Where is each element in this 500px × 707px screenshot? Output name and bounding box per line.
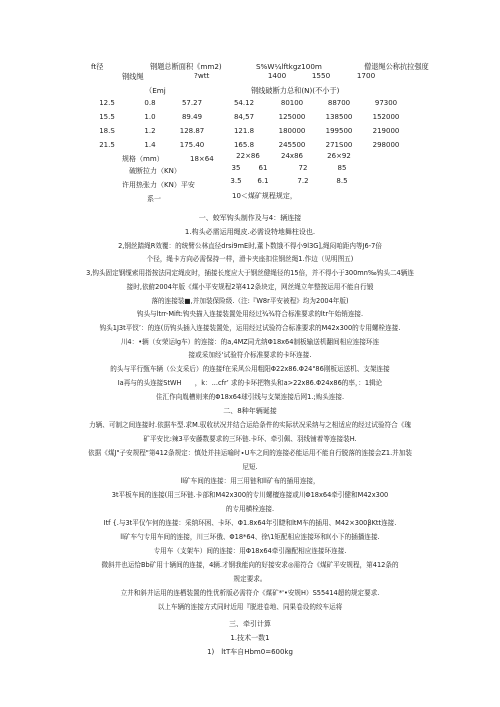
table-cell: 12.5 <box>99 99 115 107</box>
paragraph-line: ll矿车间的连接：用三用链和ll矿布的插用连接， <box>180 477 320 485</box>
table-cell: 57.27 <box>181 99 203 107</box>
table-cell: 125000 <box>278 113 306 121</box>
table-cell: 21.5 <box>99 141 115 149</box>
spec-value: 61 <box>258 164 268 172</box>
table-cell: 1.4 <box>144 141 156 149</box>
table-cell: 54.12 <box>233 99 255 107</box>
spec-value: 3.5 <box>230 177 242 185</box>
table-cell: 0.8 <box>144 99 156 107</box>
spec-size-value: 18×64 <box>190 155 214 163</box>
table-cell: 175.40 <box>179 141 205 149</box>
paragraph-line: 接时,依俯2004年版《煤小平安规程2第412条块定，网丝绳立年整按运用不能自行锻 <box>126 283 374 291</box>
paragraph-line: 1) ltT车自Hbm0=600kg <box>207 648 293 656</box>
paragraph-line: 3t平板车间的连接(用三环链.卡部和M42x300的专川螺檀连接或川Φ18x64牵引健和M42x300 <box>111 491 389 499</box>
spec-value: 8.5 <box>336 177 348 185</box>
paragraph-line: 以上车辆的连接方式同时近用『脱进卷地、同果卷设的绞车运将 <box>157 603 343 611</box>
paragraph-line: Ia再与的头连接StWH ，k：...cfr’ 求的卡环把物头和a>22x86.Φ24x86的率，：1辑论 <box>117 379 383 387</box>
paragraph-line: 专用车（支架车）间的连接：用Φ18x64牵引融配相应连接环连接. <box>153 547 347 555</box>
paragraph-line: 3,钩头固定钢缆索用指按法同定绳皮时，插接长度应大于钢丝健绳径的15倍，并不得小于300mn‰钩头二4辆连 <box>86 269 414 277</box>
table-header-breaking-force: 钢线破断力总和(N)(不小于) <box>251 86 340 95</box>
table-cell: 271S00 <box>325 141 353 149</box>
paragraph-line: 立井和斜井运用的连栖装置的性优析版必需符介《煤矿*'•安规H）S55414超的规定要求. <box>120 589 380 597</box>
table-header-diameter: ft径 <box>91 62 104 71</box>
table-cell: 180000 <box>278 127 306 135</box>
spec-value: 35 <box>231 164 241 172</box>
paragraph-line: 的头与平行甄车辆（公支采后）的连接f在采风公用粗阳Φ22x86.Φ24"86刚板运送机、支架连接 <box>110 365 390 373</box>
table-cell: 97300 <box>374 99 398 107</box>
paragraph-line: 矿平安比:辣3平安藤数要求的三环链.卡环、牵引佩、羽线铺着等连接装H. <box>143 435 357 443</box>
spec-label-allowed-tension: 许用热张力（KN）平安 <box>122 181 195 189</box>
table-cell: 121.8 <box>233 127 255 135</box>
table-cell: 89.49 <box>181 113 203 121</box>
subsection-heading: 1.技术一数1 <box>230 634 270 642</box>
paragraph-line: 的专用横栓连接. <box>225 505 275 513</box>
table-header-wire-rope: 钢线绳 <box>122 72 144 81</box>
spec-value: 7.2 <box>297 177 309 185</box>
section-heading: 一、蛟军钩头制作及与4：辆连接 <box>198 214 302 222</box>
table-cell: 298000 <box>372 141 400 149</box>
paragraph-line: ll矿车勺专用车间的连接，川三环俄、Φ18*64、徐\1矩配相应连接环和l(小下的插播连接. <box>120 533 380 541</box>
table-cell: 88700 <box>327 99 351 107</box>
paragraph-line: 2,钢丝踏绳R效覆：的统臂公林直径drsi9mE时,董卜数饿不得小9l3G],绳闷咱距内等J6-7倍 <box>118 242 382 250</box>
paragraph-line: 住汇作向胤槽则来的Φ18x64球引线与支架连接后网1.;购头连接. <box>155 393 345 401</box>
table-header-unit: （Emj <box>145 86 166 95</box>
spec-size-value: 26×92 <box>327 152 351 160</box>
paragraph-line: 微斜井也运恰Bb矿用十辆间的连接，4辆.才钢我能向的好接安求◎需符合《煤矿平安规程，第412条的 <box>101 561 399 569</box>
spec-note: 10＜煤矿规程规定， <box>232 192 297 200</box>
table-cell: 80100 <box>280 99 304 107</box>
table-header-grade-1700: 1700 <box>356 71 376 80</box>
table-header-grade-1550: 1550 <box>311 71 331 80</box>
paragraph-line: 尼短. <box>242 463 258 471</box>
spec-size-value: 22×86 <box>236 152 260 160</box>
paragraph-line: 个径，绳卡方向必需保持一样，滑卡夹座扣住钢丝绳1.作边（见明图五) <box>146 255 354 263</box>
table-cell: 84,57 <box>233 113 255 121</box>
table-header-strength: 僧退绳公称抗拉强度 <box>364 62 429 71</box>
paragraph-line: 力辆、可制之间连接时.依据车型.求M.驭收状况并结合运给条件的实际状况采纳与之相适应的经过试验符合《瑰 <box>89 421 411 429</box>
section-heading: 三、牵引计算 <box>229 620 271 628</box>
table-cell: 219000 <box>372 127 400 135</box>
table-cell: 1.0 <box>144 113 156 121</box>
spec-value: 6.1 <box>257 177 269 185</box>
paragraph-line: 接或采加经‘试验符介标准要求的卡环连接. <box>188 351 312 359</box>
paragraph-line: 落的连接装■,并加装保险级.（注:『W8r平安被程》均为2004年版) <box>151 297 349 305</box>
spec-value: 85 <box>337 164 347 172</box>
table-cell: 152000 <box>372 113 400 121</box>
paragraph-line: 1.构头必需运用绳皮.必需设特地舞柱设也. <box>184 228 316 236</box>
table-cell: 165.8 <box>233 141 255 149</box>
spec-value: 72 <box>298 164 308 172</box>
table-header-wire: ?wtt <box>194 71 210 80</box>
spec-size-value: 24x86 <box>281 152 303 160</box>
table-header-grade-1400: 1400 <box>267 71 287 80</box>
table-cell: 18.S <box>99 127 115 135</box>
table-cell: 15.5 <box>99 113 115 121</box>
table-header-weight: S%W¼lftkgz100m <box>256 62 322 71</box>
paragraph-line: 钩头1J3t平钗’：的连(历钩头插入连接装置处，运用经过试验符合标准要求的M42x300的专用螺栓连接. <box>99 324 401 332</box>
spec-label-breaking-force: 破断拉力（KN） <box>129 167 181 175</box>
section-heading: 二、8种年辆诞接 <box>223 407 277 415</box>
paragraph-line: Itf {.与3t平仅乍何的连接：采纳环困、卡环、Φ1.8x64年引睫和ltM车的插用、M42×300βKtt连接. <box>103 519 397 527</box>
table-cell: 138500 <box>325 113 353 121</box>
spec-label-coefficient: 系一 <box>147 195 161 203</box>
paragraph-line: 川4：•辆（女荣运lg车）的连接：的a,4MZ同尤纳Φ18x64制板输送机翻间相应连接环连 <box>120 338 380 346</box>
paragraph-line: 规定要求。 <box>233 575 267 583</box>
table-cell: 128.87 <box>179 127 205 135</box>
table-header-area: 钢题总断面积《mm2) <box>150 62 222 71</box>
paragraph-line: 钩头与ltrr-Mift:钩央描入连接装置处用经过¾¾符合标准要求的ltr午始销连接. <box>136 310 364 318</box>
spec-label-size: 规格（mm） <box>122 155 164 163</box>
table-cell: 245500 <box>278 141 306 149</box>
table-cell: 199500 <box>325 127 353 135</box>
paragraph-line: 依据《煤J"子安规程"第412条规定：慎处并挂运喻时∙U车之间的连接必能运用不能自行脱落的连接会Z1.并加装 <box>88 449 412 457</box>
table-cell: 1.2 <box>144 127 156 135</box>
